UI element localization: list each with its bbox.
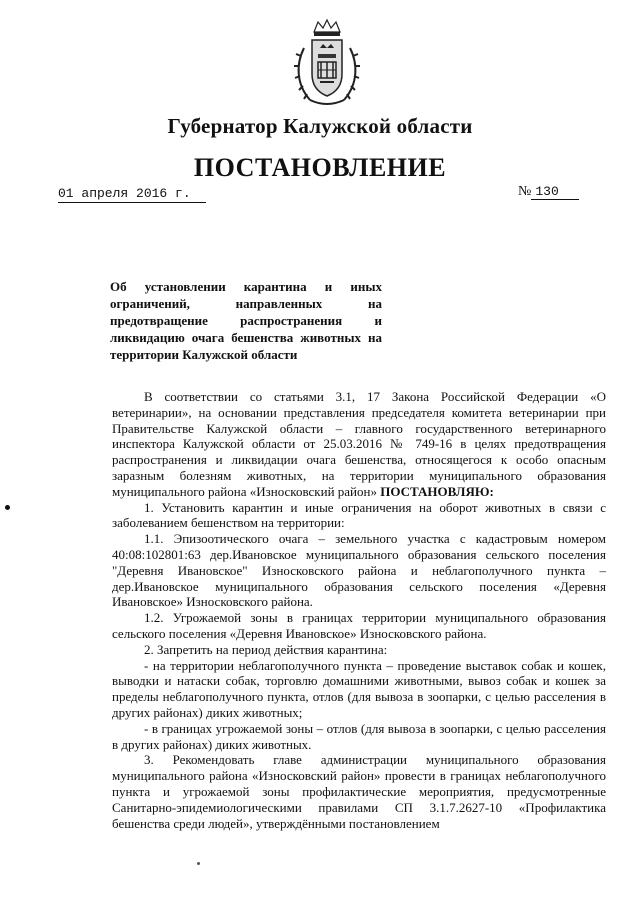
margin-dot [5,505,10,510]
coat-of-arms-emblem [292,18,362,110]
paragraph-2-a: - на территории неблагополучного пункта – проведение выставок собак и кошек, выводки и натаски собак, торговлю домашними животными, вывоз собак и кошек за пределы неблагополучного пункта, отлов (для вывоза в зоопарки, с целью расселения в других районах) диких животных; [112,657,606,720]
issuer-title: Губернатор Калужской области [167,114,473,138]
scan-speck [197,862,200,865]
document-body [112,389,606,831]
document-number-line [518,184,579,200]
paragraph-2: 2. Запретить на период действия карантина: [144,641,388,657]
paragraph-2-b: - в границах угрожаемой зоны – отлов (для вывоза в зоопарки, с целью расселения в других районах) диких животных. [112,720,606,752]
paragraph-1-2: 1.2. Угрожаемой зоны в границах территории муниципального образования сельского поселения «Деревня Ивановское» Износковского района. [112,610,606,641]
decree-word: ПОСТАНОВЛЯЮ: [380,483,494,499]
document-type-heading: ПОСТАНОВЛЕНИЕ [193,153,447,182]
paragraph-1-1: 1.1. Эпизоотического очага – земельного участка с кадастровым номером 40:08:102801:63 дер.Ивановское муниципального образования сельского поселения "Деревня Ивановское" Износковского района и неблагополучного пункта – дер.Ивановское муниципального образования сельского поселения «Деревня Ивановское» Износковского района. [112,531,606,610]
document-number: 130 [531,184,579,200]
document-subject: Об установлении карантина и иных ограничений, направленных на предотвращение распространения и ликвидацию очага бешенства животных на территории Калужской области [110,279,382,362]
number-label: № [518,184,532,199]
preamble-text: В соответствии со статьями 3.1, 17 Закона Российской Федерации «О ветеринарии», на основании представления председателя комитета ветеринарии при Правительстве Калужской области – главного государственного ветеринарного инспектора Калужской области от 25.03.2016 № 749-16 в целях предотвращения распространения и ликвидации очага бешенства, относящегося к особо опасным заразным болезням животных, на территории муниципального образования муниципального района «Износковский район» [112,389,606,499]
paragraph-1: 1. Установить карантин и иные ограничения на оборот животных в связи с заболеванием бешенством на территории: [112,499,606,531]
document-date: 01 апреля 2016 г. [58,186,206,203]
paragraph-3: 3. Рекомендовать главе администрации муниципального образования муниципального района «Износковский район» провести в границах неблагополучного пункта и угрожаемой зоны профилактические мероприятия, предусмотренные Санитарно-эпидемиологическими правилами СП 3.1.7.2627-10 «Профилактика бешенства среди людей», утверждёнными постановлением [112,752,606,831]
preamble-paragraph [112,389,606,500]
